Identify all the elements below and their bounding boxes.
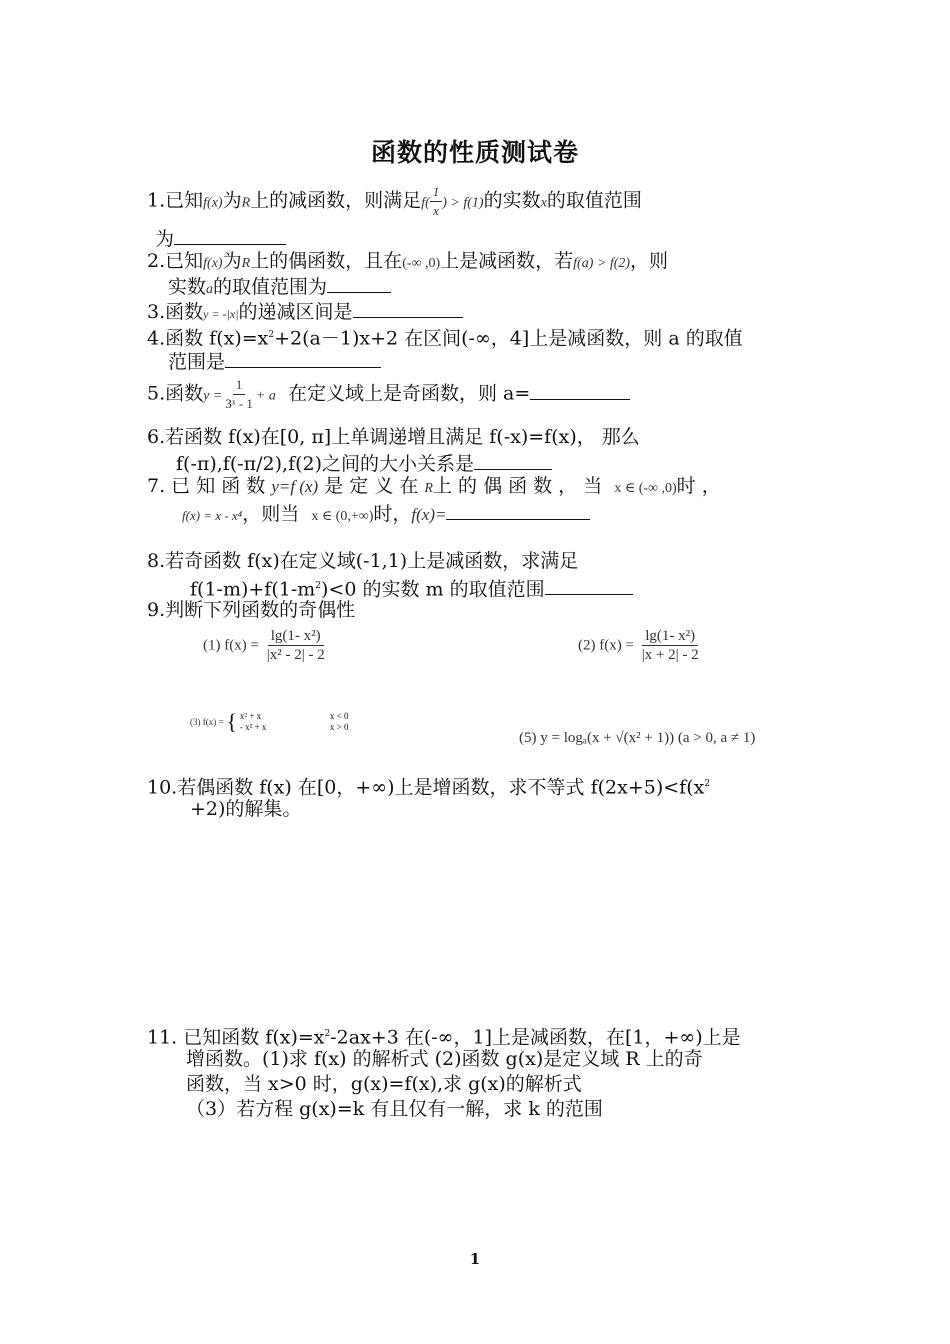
q1-fraction: $\frac{1}{x}$ [430, 183, 443, 220]
question-1-cont [155, 225, 286, 251]
answer-blank[interactable] [225, 348, 381, 368]
answer-blank[interactable] [530, 380, 630, 400]
question-4-cont: 范围是 [168, 348, 381, 374]
question-8-cont: $f(1-m)+f(1-m^2)<0$ 的实数 m 的取值范围 [190, 574, 633, 601]
answer-blank[interactable] [327, 273, 391, 293]
question-11-line-3: 函数，当 x>0 时，g(x)=f(x),求 g(x)的解析式 [186, 1073, 582, 1095]
q1-text: 为 [155, 228, 175, 250]
q1-fx: f(x) [203, 195, 223, 211]
q1-text: 已知 [165, 189, 204, 212]
q9-part-2: (2) f(x) = $\frac{\text{lg(1- x²)}}{|x + 2| - 2}$ [578, 627, 702, 664]
question-8: 8.若奇函数 f(x)在定义域(-1,1)上是减函数，求满足 [147, 550, 579, 572]
brace-icon: { [226, 709, 237, 734]
q1-ineq: f( [421, 195, 430, 211]
question-2: 2.已知f(x)为R上的偶函数，且在(-∞ ,0)上是减函数，若f(a) > f(2)，则 [147, 250, 669, 272]
question-9: 9.判断下列函数的奇偶性 [147, 599, 356, 621]
q1-text: 的取值范围 [546, 189, 642, 212]
q1-text: 的实数 [483, 189, 541, 212]
question-7: 7. 已 知 函 数 y=f (x) 是 定 义 在 R上 的 偶 函 数 ， 当 x ∈ (-∞ ,0)时 ， [147, 475, 721, 497]
page-title: 函数的性质测试卷 [370, 138, 579, 167]
q9-part-2-fraction: $\frac{\text{lg(1- x²)}}{|x + 2| - 2}$ [641, 628, 699, 663]
q9-part-5: (5) y = logₐ(x + √(x² + 1)) (a > 0, a ≠ 1) [519, 730, 756, 746]
question-5: 5.函数y = $\frac{1}{\text{3ˣ - 1}}$ + a 在定义域上是奇函数，则 a= [147, 376, 630, 413]
answer-blank[interactable] [474, 450, 552, 470]
answer-blank[interactable] [545, 575, 633, 595]
question-10: 10.若偶函数 f(x) 在[0，+∞)上是增函数，求不等式 $f(2x+5)<f(x^2$ [147, 776, 711, 799]
q1-ineq: ) > f(1) [442, 195, 484, 211]
q9-part-3: (3) f(x) = { x² + x x < 0 - x² + x x > 0 [190, 709, 349, 734]
question-4: 4.函数 $f(x)=x^2+2(a-1)x+2$ 在区间(-∞，4]上是减函数，则 a 的取值 [147, 327, 743, 350]
q1-text: 上的减函数，则满足 [250, 189, 422, 212]
page-number: 1 [469, 1250, 481, 1268]
question-6-cont: f(-π),f(-π/2),f(2)之间的大小关系是 [176, 450, 552, 476]
question-11-line-2: 增函数。(1)求 f(x) 的解析式 (2)函数 g(x)是定义域 R 上的奇 [186, 1048, 703, 1070]
question-11: 11. 已知函数 $f(x)=x^2-2ax+3$ 在(-∞，1]上是减函数，在[1，+∞)上是 [147, 1026, 741, 1049]
q9-part-1-fraction: $\frac{\text{lg(1- x²)}}{\text{|x² - 2| - 2}}$ [266, 628, 325, 663]
question-11-line-4: （3）若方程 g(x)=k 有且仅有一解，求 k 的范围 [186, 1098, 603, 1120]
question-7-cont: f(x) = x - x⁴，则当 x ∈ (0,+∞)时，f(x)= [182, 500, 590, 529]
q5-fraction: $\frac{1}{\text{3ˣ - 1}}$ [225, 377, 253, 411]
question-2-cont: 实数a的取值范围为 [168, 273, 391, 302]
q9-part-1: (1) f(x) = $\frac{\text{lg(1- x²)}}{\text{|x² - 2| - 2}}$ [203, 627, 328, 664]
q1-x: x [540, 195, 547, 211]
question-6: 6.若函数 f(x)在[0, π]上单调递增且满足 f(-x)=f(x)， 那么 [147, 426, 640, 448]
question-10-cont: +2)的解集。 [190, 798, 302, 820]
question-3: 3.函数y = -|x|的递减区间是 [147, 298, 463, 326]
answer-blank[interactable] [353, 298, 463, 318]
answer-blank[interactable] [174, 225, 286, 245]
q1-R: R [241, 195, 251, 211]
answer-blank[interactable] [446, 500, 590, 520]
q1-number: 1. [147, 189, 166, 212]
question-1 [147, 183, 642, 220]
q1-text: 为 [222, 189, 242, 212]
